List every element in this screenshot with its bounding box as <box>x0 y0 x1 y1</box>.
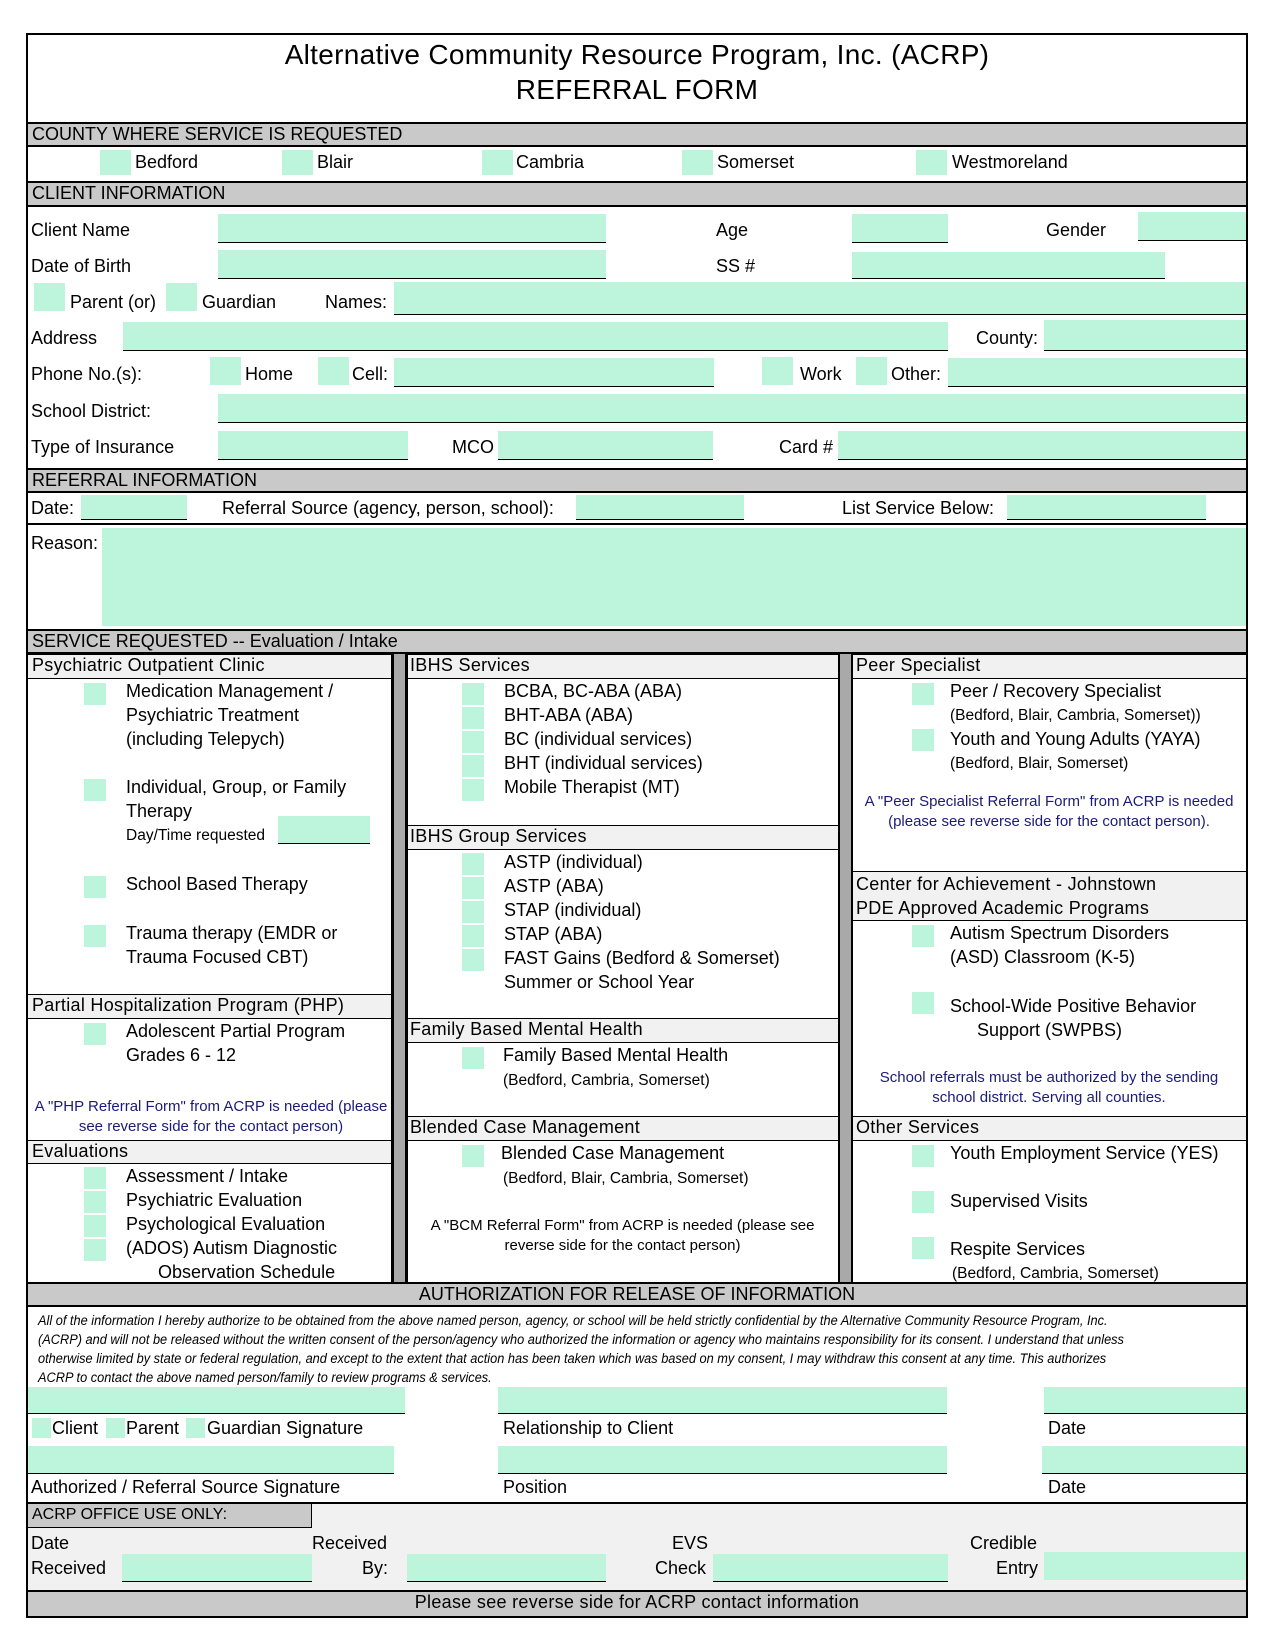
trauma-therapy-label: Trauma therapy (EMDR or <box>126 923 338 943</box>
auth-date-label: Date <box>1048 1477 1087 1497</box>
yaya-label: Youth and Young Adults (YAYA) <box>950 729 1201 749</box>
divider <box>838 654 840 1284</box>
dob-field[interactable] <box>218 250 606 279</box>
bcm-title: Blended Case Management <box>406 1116 839 1141</box>
office-use-header: ACRP OFFICE USE ONLY: <box>28 1504 312 1528</box>
ados-label-2: Observation Schedule <box>158 1262 336 1282</box>
ibhs-title: IBHS Services <box>406 654 839 679</box>
mobile-therapist-label: Mobile Therapist (MT) <box>504 777 680 797</box>
psychological-evaluation-checkbox[interactable] <box>84 1215 106 1237</box>
column-separator <box>393 654 406 1284</box>
medication-management-label: Medication Management / <box>126 681 334 701</box>
stap-aba-checkbox[interactable] <box>462 925 484 947</box>
trauma-therapy-checkbox[interactable] <box>84 925 106 947</box>
authorization-header <box>28 1282 1246 1307</box>
fbmh-checkbox[interactable] <box>462 1047 484 1069</box>
respite-checkbox[interactable] <box>912 1237 934 1259</box>
bc-individual-label: BC (individual services) <box>504 729 693 749</box>
client-name-label: Client Name <box>31 220 131 240</box>
ibhs-group-title: IBHS Group Services <box>406 825 839 850</box>
bcm-note: A "BCM Referral Form" from ACRP is needed (please see reverse side for the contact person) <box>430 1217 815 1254</box>
medication-management-label-2: Psychiatric Treatment <box>126 705 300 725</box>
stap-aba-label: STAP (ABA) <box>504 924 603 944</box>
yaya-checkbox[interactable] <box>912 729 934 751</box>
adolescent-partial-label-2: Grades 6 - 12 <box>126 1045 237 1065</box>
swpbs-label-2: Support (SWPBS) <box>977 1020 1123 1040</box>
ados-label: (ADOS) Autism Diagnostic <box>126 1238 338 1258</box>
trauma-therapy-label-2: Trauma Focused CBT) <box>126 947 309 967</box>
service-requested-header: SERVICE REQUESTED -- Evaluation / Intake <box>28 629 1246 654</box>
authorization-text: All of the information I hereby authorize to be obtained from the above named person, agency, or school will be held strictly confidential by the Alternative Community Resource Program, Inc. (ACRP) and will not be released without the written consent of the person/agency who authorized the information or agency who maintains responsibility for its consent. I understand that unless otherwise limited by state or federal regulation, and except to the extent that action has been taken which was based on my consent, I may withdraw this consent at any time. This authorizes ACRP to contact the above named person/family to review programs & services. <box>38 1313 1124 1386</box>
date-received-label-2: Received <box>31 1558 107 1578</box>
peer-recovery-counties: (Bedford, Blair, Cambria, Somerset)) <box>950 707 1201 724</box>
mco-label: MCO <box>452 437 494 457</box>
adolescent-partial-checkbox[interactable] <box>84 1023 106 1045</box>
daytime-requested-field[interactable] <box>278 816 370 844</box>
psychological-evaluation-label: Psychological Evaluation <box>126 1214 326 1234</box>
address-county-label: County: <box>976 328 1039 348</box>
divider <box>406 654 408 1284</box>
referral-date-field[interactable] <box>81 495 187 520</box>
age-field[interactable] <box>852 214 948 243</box>
assessment-intake-label: Assessment / Intake <box>126 1166 289 1186</box>
asd-classroom-checkbox[interactable] <box>912 925 934 947</box>
astp-aba-label: ASTP (ABA) <box>504 876 604 896</box>
bcm-label: Blended Case Management <box>501 1143 725 1163</box>
psychiatric-evaluation-checkbox[interactable] <box>84 1191 106 1213</box>
astp-individual-checkbox[interactable] <box>462 853 484 875</box>
bcba-label: BCBA, BC-ABA (ABA) <box>504 681 683 701</box>
swpbs-checkbox[interactable] <box>912 992 934 1014</box>
county-bedford-label: Bedford <box>135 152 199 172</box>
fbmh-label: Family Based Mental Health <box>503 1045 729 1065</box>
bc-individual-checkbox[interactable] <box>462 731 484 753</box>
signature-date-field[interactable] <box>1044 1387 1246 1414</box>
phone-cell-checkbox[interactable] <box>318 357 349 385</box>
phone-home-checkbox[interactable] <box>210 357 241 385</box>
address-field[interactable] <box>123 322 948 351</box>
therapy-label: Individual, Group, or Family <box>126 777 347 797</box>
evaluations-title: Evaluations <box>28 1140 393 1164</box>
bcm-checkbox[interactable] <box>462 1145 484 1167</box>
auth-date-field[interactable] <box>1042 1446 1246 1474</box>
address-label: Address <box>31 328 98 348</box>
list-service-field[interactable] <box>1007 495 1206 520</box>
sig-client-label: Client <box>52 1418 99 1438</box>
fast-gains-label: FAST Gains (Bedford & Somerset) <box>504 948 780 968</box>
guardian-signature-label: Guardian Signature <box>207 1418 364 1438</box>
county-somerset-checkbox[interactable] <box>682 150 713 175</box>
phone-other-label: Other: <box>891 364 942 384</box>
school-district-label: School District: <box>31 401 152 421</box>
received-by-label: Received <box>312 1533 388 1553</box>
divider <box>851 654 853 1284</box>
card-label: Card # <box>779 437 834 457</box>
yaya-counties: (Bedford, Blair, Somerset) <box>950 755 1129 772</box>
assessment-intake-checkbox[interactable] <box>84 1167 106 1189</box>
cfa-title-line1: Center for Achievement - Johnstown <box>856 874 1157 894</box>
referral-info-header: REFERRAL INFORMATION <box>28 468 1246 493</box>
divider <box>391 654 393 1284</box>
received-by-label-2: By: <box>362 1558 389 1578</box>
insurance-label: Type of Insurance <box>31 437 175 457</box>
auth-signature-field[interactable] <box>28 1446 394 1474</box>
form-title-org: Alternative Community Resource Program, Inc. (ACRP) <box>284 39 990 70</box>
names-field[interactable] <box>394 282 1246 315</box>
ss-label: SS # <box>716 256 756 276</box>
peer-specialist-note: A "Peer Specialist Referral Form" from ACRP is needed (please see reverse side for the contact person). <box>864 793 1234 830</box>
yes-label: Youth Employment Service (YES) <box>950 1143 1219 1163</box>
cfa-title <box>852 871 1246 921</box>
bcba-checkbox[interactable] <box>462 683 484 705</box>
insurance-field[interactable] <box>218 431 408 460</box>
medication-management-checkbox[interactable] <box>84 683 106 705</box>
ados-checkbox[interactable] <box>84 1239 106 1261</box>
fast-gains-checkbox[interactable] <box>462 949 484 971</box>
school-based-therapy-label: School Based Therapy <box>126 874 308 894</box>
asd-classroom-label-2: (ASD) Classroom (K-5) <box>950 947 1136 967</box>
peer-specialist-title: Peer Specialist <box>852 654 1246 679</box>
bht-individual-checkbox[interactable] <box>462 755 484 777</box>
school-based-therapy-checkbox[interactable] <box>84 876 106 898</box>
evs-check-label-2: Check <box>655 1558 707 1578</box>
adolescent-partial-label: Adolescent Partial Program <box>126 1021 346 1041</box>
fbmh-counties: (Bedford, Cambria, Somerset) <box>503 1072 710 1089</box>
swpbs-label: School-Wide Positive Behavior <box>950 996 1197 1016</box>
stap-individual-label: STAP (individual) <box>504 900 642 920</box>
credible-entry-label: Credible <box>970 1533 1038 1553</box>
astp-aba-checkbox[interactable] <box>462 877 484 899</box>
phone-label: Phone No.(s): <box>31 364 143 384</box>
county-blair-checkbox[interactable] <box>282 150 313 175</box>
received-by-field[interactable] <box>407 1554 606 1582</box>
reason-label: Reason: <box>31 533 99 553</box>
sig-parent-label: Parent <box>126 1418 180 1438</box>
stap-individual-checkbox[interactable] <box>462 901 484 923</box>
therapy-label-2: Therapy <box>126 801 193 821</box>
authorization-header-text: AUTHORIZATION FOR RELEASE OF INFORMATION <box>418 1284 856 1304</box>
sig-guardian-checkbox[interactable] <box>186 1418 205 1438</box>
school-district-field[interactable] <box>218 394 1246 423</box>
divider <box>28 523 1246 525</box>
bht-aba-label: BHT-ABA (ABA) <box>504 705 634 725</box>
other-services-title: Other Services <box>852 1116 1246 1141</box>
daytime-requested-label: Day/Time requested <box>126 827 265 844</box>
card-field[interactable] <box>838 431 1246 460</box>
supervised-visits-label: Supervised Visits <box>950 1191 1088 1211</box>
php-title: Partial Hospitalization Program (PHP) <box>28 994 393 1019</box>
peer-recovery-checkbox[interactable] <box>912 683 934 705</box>
address-county-field[interactable] <box>1044 320 1246 351</box>
fast-gains-label-2: Summer or School Year <box>504 972 695 992</box>
mco-field[interactable] <box>498 431 713 460</box>
reason-field[interactable] <box>102 528 1246 626</box>
phone-work-checkbox[interactable] <box>762 357 793 385</box>
referral-source-field[interactable] <box>576 495 744 520</box>
mobile-therapist-checkbox[interactable] <box>462 779 484 801</box>
county-somerset-label: Somerset <box>717 152 795 172</box>
date-received-field[interactable] <box>122 1554 312 1582</box>
peer-recovery-label: Peer / Recovery Specialist <box>950 681 1162 701</box>
county-westmoreland-checkbox[interactable] <box>916 150 947 175</box>
parent-checkbox[interactable] <box>34 283 65 311</box>
footer-text: Please see reverse side for ACRP contact information <box>414 1592 860 1612</box>
phone-cell-field[interactable] <box>394 358 714 387</box>
guardian-label: Guardian <box>202 292 277 312</box>
relationship-label: Relationship to Client <box>503 1418 674 1438</box>
county-blair-label: Blair <box>317 152 354 172</box>
parent-or-label: Parent (or) <box>70 292 157 312</box>
client-name-field[interactable] <box>218 214 606 243</box>
yes-checkbox[interactable] <box>912 1145 934 1167</box>
poc-title: Psychiatric Outpatient Clinic <box>28 654 393 679</box>
ss-field[interactable] <box>852 252 1165 279</box>
medication-management-label-3: (including Telepych) <box>126 729 285 749</box>
credible-entry-field[interactable] <box>1044 1552 1246 1580</box>
phone-other-checkbox[interactable] <box>856 357 887 385</box>
bht-individual-label: BHT (individual services) <box>504 753 703 773</box>
sig-client-checkbox[interactable] <box>32 1418 51 1438</box>
position-field[interactable] <box>498 1446 947 1474</box>
county-bedford-checkbox[interactable] <box>100 150 131 175</box>
date-received-label: Date <box>31 1533 70 1553</box>
phone-cell-label: Cell: <box>352 364 389 384</box>
cfa-note: School referrals must be authorized by the sending school district. Serving all counties. <box>879 1069 1219 1106</box>
county-header: COUNTY WHERE SERVICE IS REQUESTED <box>28 122 1246 147</box>
credible-entry-label-2: Entry <box>996 1558 1039 1578</box>
footer <box>28 1590 1246 1616</box>
cfa-title-line2: PDE Approved Academic Programs <box>856 898 1150 918</box>
astp-individual-label: ASTP (individual) <box>504 852 643 872</box>
referral-source-label: Referral Source (agency, person, school): <box>222 498 554 518</box>
bcm-counties: (Bedford, Blair, Cambria, Somerset) <box>503 1170 749 1187</box>
fbmh-title: Family Based Mental Health <box>406 1018 839 1043</box>
list-service-label: List Service Below: <box>842 498 995 518</box>
phone-other-field[interactable] <box>948 358 1246 387</box>
phone-work-label: Work <box>800 364 842 384</box>
auth-signature-label: Authorized / Referral Source Signature <box>31 1477 341 1497</box>
relationship-field[interactable] <box>498 1387 947 1414</box>
php-note: A "PHP Referral Form" from ACRP is needed (please see reverse side for the contact person) <box>34 1098 388 1135</box>
evs-check-field[interactable] <box>713 1554 948 1582</box>
form-title: REFERRAL FORM <box>515 74 759 105</box>
dob-label: Date of Birth <box>31 256 132 276</box>
respite-counties: (Bedford, Cambria, Somerset) <box>952 1265 1159 1282</box>
gender-field[interactable] <box>1138 212 1246 241</box>
referral-date-label: Date: <box>31 498 75 518</box>
signature-date-label: Date <box>1048 1418 1087 1438</box>
sig-parent-checkbox[interactable] <box>106 1418 125 1438</box>
age-label: Age <box>716 220 749 240</box>
respite-label: Respite Services <box>950 1239 1086 1259</box>
therapy-checkbox[interactable] <box>84 779 106 801</box>
asd-classroom-label: Autism Spectrum Disorders <box>950 923 1170 943</box>
guardian-signature-field[interactable] <box>28 1387 405 1414</box>
phone-home-label: Home <box>245 364 294 384</box>
names-label: Names: <box>325 292 388 312</box>
bht-aba-checkbox[interactable] <box>462 707 484 729</box>
client-info-header: CLIENT INFORMATION <box>28 181 1246 207</box>
supervised-visits-checkbox[interactable] <box>912 1191 934 1213</box>
county-cambria-label: Cambria <box>516 152 585 172</box>
psychiatric-evaluation-label: Psychiatric Evaluation <box>126 1190 303 1210</box>
county-cambria-checkbox[interactable] <box>482 150 513 175</box>
position-label: Position <box>503 1477 568 1497</box>
county-westmoreland-label: Westmoreland <box>952 152 1068 172</box>
evs-check-label: EVS <box>672 1533 709 1553</box>
guardian-checkbox[interactable] <box>166 283 197 311</box>
gender-label: Gender <box>1046 220 1107 240</box>
